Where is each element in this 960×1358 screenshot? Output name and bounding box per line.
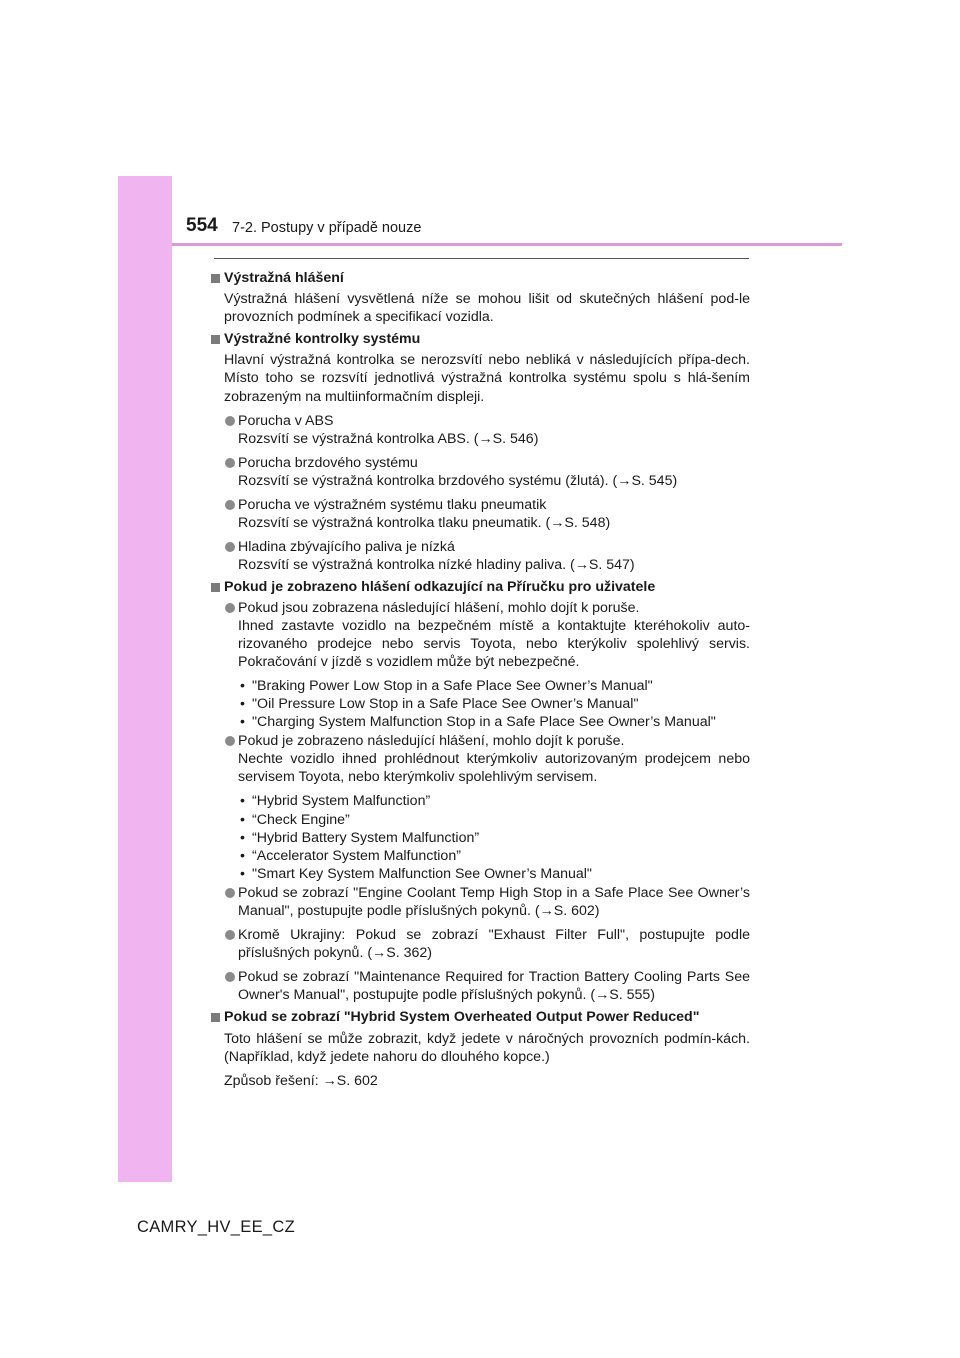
list-item: • "Charging System Malfunction Stop in a Safe Place See Owner’s Manual" (238, 713, 750, 731)
bullet-item: Porucha ve výstražném systému tlaku pneumatik Rozsvítí se výstražná kontrolka tlaku pneumatik. (→S. 548) (224, 496, 750, 532)
bullet-item: Pokud se zobrazí "Engine Coolant Temp High Stop in a Safe Place See Owner’s Manual", postupujte podle příslušných pokynů. (→S. 602) (224, 884, 750, 920)
circle-bullet-icon (225, 416, 235, 426)
chapter-title: 7-2. Postupy v případě nouze (232, 220, 422, 236)
section-heading: Výstražná hlášení (210, 269, 750, 287)
square-bullet-icon (211, 1013, 220, 1022)
list-item: • “Check Engine” (238, 811, 750, 829)
bullet-item: Pokud se zobrazí "Maintenance Required for Traction Battery Cooling Parts See Owner's Manual", postupujte podle příslušných pokynů. (→S. 555) (224, 968, 750, 1004)
circle-bullet-icon (225, 542, 235, 552)
list-item: • "Smart Key System Malfunction See Owner’s Manual" (238, 865, 750, 883)
circle-bullet-icon (225, 458, 235, 468)
square-bullet-icon (211, 583, 220, 592)
section-text: Toto hlášení se může zobrazit, když jedete v náročných provozních podmín-kách. (Například, když jedete nahoru do dlouhého kopce.) (224, 1030, 750, 1065)
circle-bullet-icon (225, 930, 235, 940)
list-item: • “Hybrid System Malfunction” (238, 792, 750, 810)
list-item: • “Accelerator System Malfunction” (238, 847, 750, 865)
message-list (238, 792, 750, 882)
circle-bullet-icon (225, 603, 235, 613)
square-bullet-icon (211, 335, 220, 344)
bullet-item: Hladina zbývajícího paliva je nízká Rozsvítí se výstražná kontrolka nízké hladiny paliva. (→S. 547) (224, 538, 750, 574)
section-divider (214, 258, 749, 259)
header-line (172, 243, 842, 246)
document-code: CAMRY_HV_EE_CZ (137, 1218, 295, 1236)
message-list (238, 677, 750, 731)
list-item: • "Braking Power Low Stop in a Safe Place See Owner’s Manual" (238, 677, 750, 695)
page-content (210, 265, 750, 1090)
circle-bullet-icon (225, 972, 235, 982)
section-heading: Výstražné kontrolky systému (210, 330, 750, 348)
chapter-sidebar-tab (118, 176, 172, 1182)
square-bullet-icon (211, 274, 220, 283)
bullet-item: Porucha brzdového systému Rozsvítí se výstražná kontrolka brzdového systému (žlutá). (→S. 545) (224, 454, 750, 490)
bullet-item: Kromě Ukrajiny: Pokud se zobrazí "Exhaust Filter Full", postupujte podle příslušných pokynů. (→S. 362) (224, 926, 750, 962)
bullet-item: Pokud jsou zobrazena následující hlášení, mohlo dojít k poruše. Ihned zastavte vozidlo na bezpečném místě a kontaktujte kteréhokoliv auto-rizovaného prodejce nebo servis Toyota, nebo kterýkoliv spolehlivý servis. Pokračování v jízdě s vozidlem může být nebezpečné. (224, 599, 750, 671)
list-item: • “Hybrid Battery System Malfunction” (238, 829, 750, 847)
section-heading: Pokud se zobrazí "Hybrid System Overheated Output Power Reduced" (210, 1008, 750, 1026)
bullet-item: Porucha v ABS Rozsvítí se výstražná kontrolka ABS. (→S. 546) (224, 412, 750, 448)
circle-bullet-icon (225, 888, 235, 898)
bullet-item: Pokud je zobrazeno následující hlášení, mohlo dojít k poruše. Nechte vozidlo ihned prohlédnout kterýmkoliv autorizovaným prodejcem nebo servisem Toyota, nebo kterýmkoliv spolehlivým servisem. (224, 732, 750, 786)
section-text: Výstražná hlášení vysvětlená níže se mohou lišit od skutečných hlášení pod-le provozních podmínek a specifikací vozidla. (224, 291, 750, 326)
circle-bullet-icon (225, 500, 235, 510)
section-heading: Pokud je zobrazeno hlášení odkazující na Příručku pro uživatele (210, 578, 750, 596)
page-number: 554 (186, 215, 218, 236)
circle-bullet-icon (225, 736, 235, 746)
section-text: Hlavní výstražná kontrolka se nerozsvítí nebo nebliká v následujících přípa-dech. Místo toho se rozsvítí jednotlivá výstražná kontrolka systému spolu s hlá-šením zobrazeným na multiinformačním displeji. (224, 352, 750, 405)
list-item: • "Oil Pressure Low Stop in a Safe Place See Owner’s Manual" (238, 695, 750, 713)
section-text: Způsob řešení: →S. 602 (224, 1072, 378, 1089)
